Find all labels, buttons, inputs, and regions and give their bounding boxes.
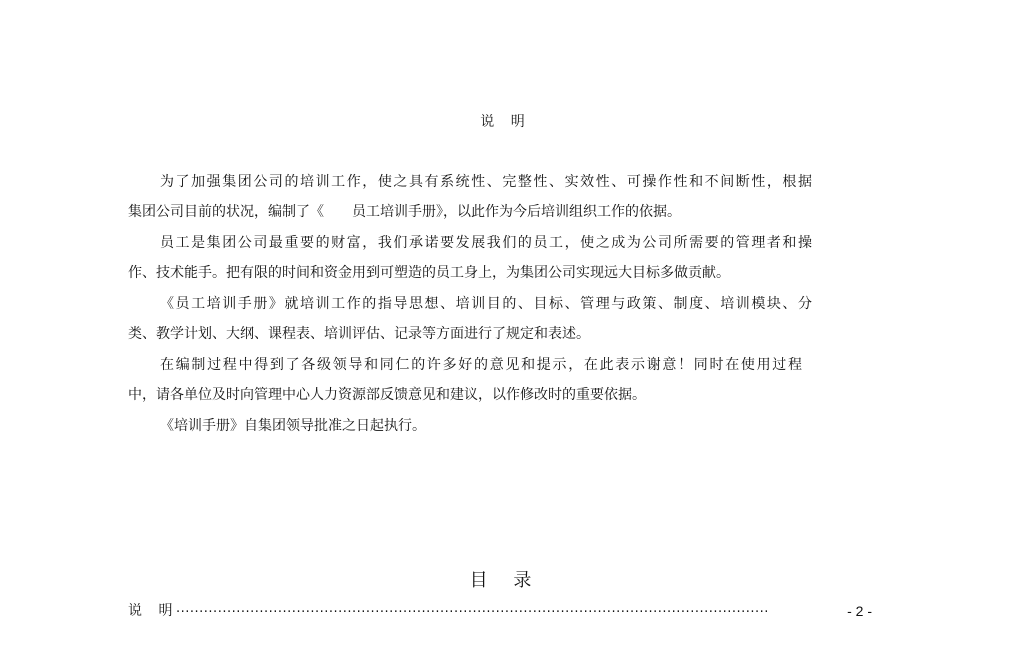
paragraph-line: 集团公司目前的状况，编制了《 员工培训手册》，以此作为今后培训组织工作的依据。 bbox=[128, 204, 681, 220]
paragraph-line: 中，请各单位及时向管理中心人力资源部反馈意见和建议，以作修改时的重要依据。 bbox=[128, 387, 646, 403]
paragraph-line: 在编制过程中得到了各级领导和同仁的许多好的意见和提示，在此表示谢意！同时在使用过程 bbox=[160, 357, 802, 373]
toc-page-number: - 2 - bbox=[847, 603, 872, 619]
paragraph-line: 为了加强集团公司的培训工作，使之具有系统性、完整性、实效性、可操作性和不间断性，根据 bbox=[160, 174, 812, 190]
section-heading: 说 明 bbox=[480, 114, 531, 130]
paragraph-line: 《员工培训手册》就培训工作的指导思想、培训目的、目标、管理与政策、制度、培训模块、分 bbox=[160, 296, 812, 312]
toc-dot-leader: ................................................................................................................................ bbox=[176, 601, 769, 616]
paragraph-line: 类、教学计划、大纲、课程表、培训评估、记录等方面进行了规定和表述。 bbox=[128, 326, 590, 342]
paragraph-line: 员工是集团公司最重要的财富，我们承诺要发展我们的员工，使之成为公司所需要的管理者和操 bbox=[160, 235, 812, 251]
toc-entry-label: 说 明 bbox=[128, 603, 179, 619]
paragraph-line: 作、技术能手。把有限的时间和资金用到可塑造的员工身上，为集团公司实现远大目标多做贡献。 bbox=[128, 265, 730, 281]
toc-title: 目 录 bbox=[469, 570, 542, 591]
toc-entry[interactable] bbox=[128, 600, 872, 622]
paragraph-line: 《培训手册》自集团领导批准之日起执行。 bbox=[160, 418, 426, 434]
